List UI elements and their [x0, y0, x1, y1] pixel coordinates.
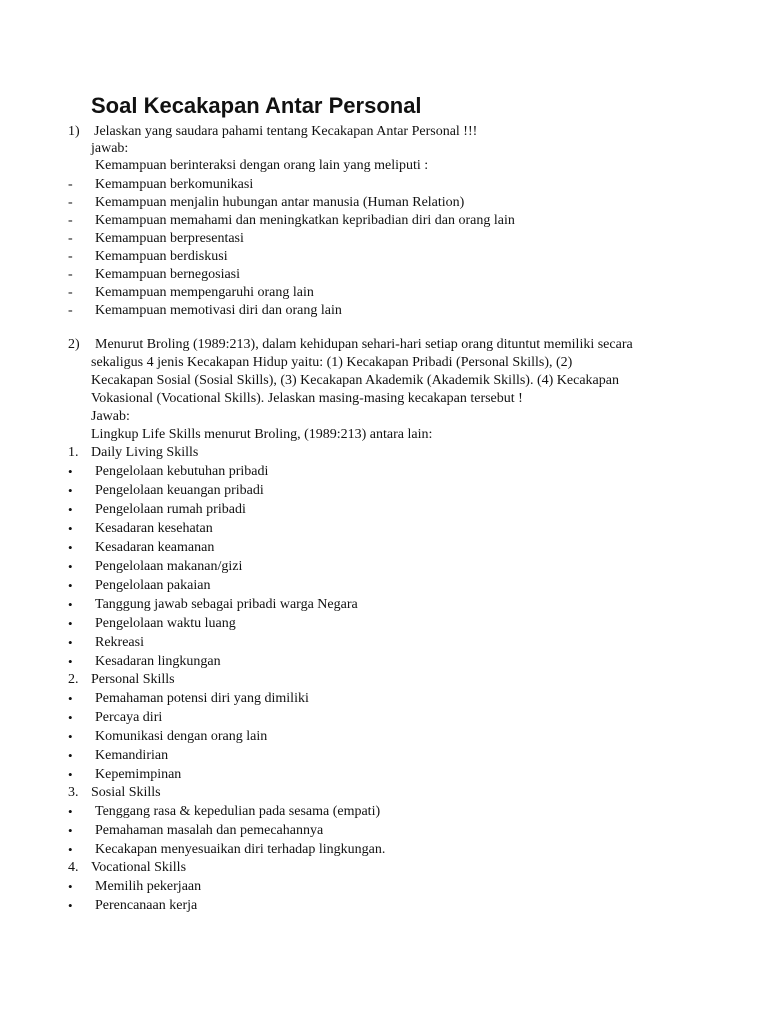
bullet-icon: •	[68, 635, 73, 650]
list-dash: -	[68, 249, 73, 264]
q2-number: 2)	[68, 337, 80, 352]
bullet-icon: •	[68, 540, 73, 555]
q2-question-line: Kecakapan Sosial (Sosial Skills), (3) Kecakapan Akademik (Akademik Skills). (4) Kecakapan	[91, 373, 619, 388]
bullet-icon: •	[68, 823, 73, 838]
list-item: Kesadaran lingkungan	[95, 654, 221, 669]
bullet-icon: •	[68, 879, 73, 894]
q1-item: Kemampuan berkomunikasi	[95, 177, 254, 192]
bullet-icon: •	[68, 898, 73, 913]
list-dash: -	[68, 177, 73, 192]
list-item: Perencanaan kerja	[95, 898, 198, 913]
bullet-icon: •	[68, 559, 73, 574]
list-dash: -	[68, 285, 73, 300]
section-number: 2.	[68, 672, 79, 687]
bullet-icon: •	[68, 767, 73, 782]
bullet-icon: •	[68, 483, 73, 498]
q1-item: Kemampuan mempengaruhi orang lain	[95, 285, 314, 300]
q2-question-line: Vokasional (Vocational Skills). Jelaskan masing-masing kecakapan tersebut !	[91, 391, 523, 406]
list-item: Pengelolaan pakaian	[95, 578, 211, 593]
list-item: Pengelolaan waktu luang	[95, 616, 236, 631]
bullet-icon: •	[68, 804, 73, 819]
list-item: Memilih pekerjaan	[95, 879, 202, 894]
q2-question-line: Menurut Broling (1989:213), dalam kehidupan sehari-hari setiap orang dituntut memiliki secara	[95, 337, 633, 352]
section-heading: Sosial Skills	[91, 785, 161, 800]
bullet-icon: •	[68, 691, 73, 706]
q1-intro: Kemampuan berinteraksi dengan orang lain yang meliputi :	[95, 158, 429, 173]
bullet-icon: •	[68, 616, 73, 631]
bullet-icon: •	[68, 842, 73, 857]
list-item: Percaya diri	[95, 710, 163, 725]
section-heading: Daily Living Skills	[91, 445, 199, 460]
q1-item: Kemampuan memotivasi diri dan orang lain	[95, 303, 342, 318]
q1-item: Kemampuan memahami dan meningkatkan kepribadian diri dan orang lain	[95, 213, 515, 228]
bullet-icon: •	[68, 521, 73, 536]
bullet-icon: •	[68, 654, 73, 669]
list-item: Rekreasi	[95, 635, 144, 650]
q2-answer-label: Jawab:	[91, 409, 130, 424]
list-dash: -	[68, 195, 73, 210]
bullet-icon: •	[68, 502, 73, 517]
q1-item: Kemampuan bernegosiasi	[95, 267, 241, 282]
q2-question-line: sekaligus 4 jenis Kecakapan Hidup yaitu: (1) Kecakapan Pribadi (Personal Skills), (2)	[91, 355, 573, 370]
bullet-icon: •	[68, 597, 73, 612]
list-dash: -	[68, 267, 73, 282]
bullet-icon: •	[68, 729, 73, 744]
q1-item: Kemampuan berdiskusi	[95, 249, 228, 264]
list-item: Pengelolaan makanan/gizi	[95, 559, 243, 574]
document-title: Soal Kecakapan Antar Personal	[91, 93, 422, 118]
list-item: Kepemimpinan	[95, 767, 182, 782]
section-heading: Vocational Skills	[91, 860, 187, 875]
list-item: Kemandirian	[95, 748, 169, 763]
q1-item: Kemampuan berpresentasi	[95, 231, 244, 246]
list-item: Pengelolaan rumah pribadi	[95, 502, 246, 517]
section-number: 3.	[68, 785, 79, 800]
q1-number: 1)	[68, 124, 80, 139]
bullet-icon: •	[68, 710, 73, 725]
section-number: 4.	[68, 860, 79, 875]
list-item: Tanggung jawab sebagai pribadi warga Negara	[95, 597, 358, 612]
q1-question: Jelaskan yang saudara pahami tentang Kecakapan Antar Personal !!!	[94, 124, 478, 139]
list-dash: -	[68, 213, 73, 228]
list-dash: -	[68, 231, 73, 246]
list-item: Pemahaman potensi diri yang dimiliki	[95, 691, 309, 706]
list-item: Tenggang rasa & kepedulian pada sesama (empati)	[95, 804, 381, 819]
list-item: Pengelolaan keuangan pribadi	[95, 483, 264, 498]
bullet-icon: •	[68, 748, 73, 763]
list-item: Pengelolaan kebutuhan pribadi	[95, 464, 269, 479]
list-item: Pemahaman masalah dan pemecahannya	[95, 823, 324, 838]
q1-item: Kemampuan menjalin hubungan antar manusia (Human Relation)	[95, 195, 465, 210]
list-item: Kesadaran kesehatan	[95, 521, 213, 536]
list-item: Kecakapan menyesuaikan diri terhadap lingkungan.	[95, 842, 386, 857]
list-item: Kesadaran keamanan	[95, 540, 215, 555]
section-number: 1.	[68, 445, 79, 460]
q1-answer-label: jawab:	[91, 141, 129, 156]
bullet-icon: •	[68, 464, 73, 479]
list-dash: -	[68, 303, 73, 318]
q2-intro: Lingkup Life Skills menurut Broling, (1989:213) antara lain:	[91, 427, 433, 442]
section-heading: Personal Skills	[91, 672, 175, 687]
bullet-icon: •	[68, 578, 73, 593]
list-item: Komunikasi dengan orang lain	[95, 729, 268, 744]
